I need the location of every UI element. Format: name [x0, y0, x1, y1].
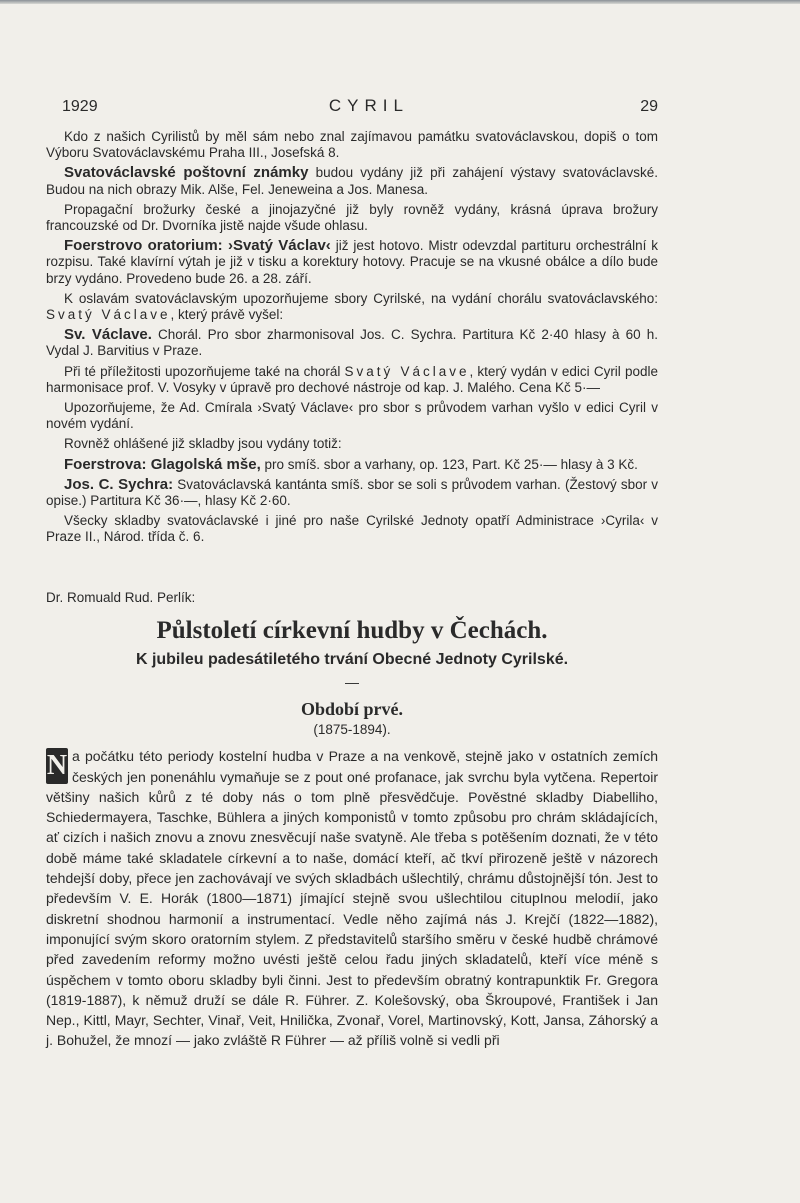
separator-dash: —	[345, 673, 359, 690]
notice-paragraph: Při té příležitosti upozorňujeme také na chorál Svatý Václave, který vydán v edici Cyril podle harmonisace prof. V. Vosyky v úpravě pro dechové nástroje od kap. J. Malého. Cena Kč 5·—	[46, 363, 658, 395]
notice-paragraph: Kdo z našich Cyrilistů by měl sám nebo znal zajímavou památku svatováclavskou, dopiš o tom Výboru Svatováclavskému Praha III., Josefská 8.	[46, 129, 658, 161]
notice-heading: Foerstrovo oratorium: ›Svatý Václav‹	[64, 237, 331, 255]
notice-paragraph: Rovněž ohlášené již skladby jsou vydány totiž:	[64, 436, 342, 452]
ornamental-dropcap: N	[46, 748, 68, 784]
article-author: Dr. Romuald Rud. Perlík:	[46, 589, 196, 605]
notice-heading: Sv. Václave.	[64, 326, 152, 344]
notice-paragraph: Všecky skladby svatováclavské i jiné pro naše Cyrilské Jednoty opatří Administrace ›Cyrila‹ v Praze II., Národ. třída č. 6.	[46, 513, 658, 545]
article-title: Půlstoletí církevní hudby v Čechách.	[156, 616, 548, 644]
running-head	[62, 96, 658, 116]
spaced-title: Svatý Václave	[344, 363, 470, 379]
article-body	[46, 746, 658, 1050]
header-year: 1929	[62, 98, 98, 115]
page-content	[46, 129, 658, 1051]
notice-paragraph: Propagační brožurky české a jinojazyčné již byly rovněž vydány, krásná úprava brožury francouzské od Dr. Dvorníka jistě najde všude ohlasu.	[46, 201, 658, 234]
spaced-title: Svatý Václave	[46, 307, 171, 323]
header-page-number: 29	[640, 98, 658, 115]
notice-paragraph: Upozorňujeme, že Ad. Cmírala ›Svatý Václave‹ pro sbor s průvodem varhan vyšlo v edici Cyril v novém vydání.	[46, 400, 658, 432]
section-title: Období prvé.	[300, 699, 404, 720]
notice-heading: Jos. C. Sychra:	[64, 475, 174, 493]
section-years: (1875-1894).	[313, 722, 391, 738]
notice-paragraph: Foerstrovo oratorium: ›Svatý Václav‹ již jest hotovo. Mistr odevzdal partituru orchestrální k rozpisu. Také klavírní výtah je již v tisku a korektury hotovy. Pracuje se na vkusné obálce a dílo bude brzy vydáno. Provedeno bude 26. a 28. září.	[46, 237, 658, 286]
notice-paragraph: Svatováclavské poštovní známky budou vydány již při zahájení výstavy svatováclavské. Budou na nich obrazy Mik. Alše, Fel. Jeneweina a Jos. Manesa.	[46, 164, 658, 197]
notice-heading: Svatováclavské poštovní známky	[64, 164, 309, 182]
header-journal-title: CYRIL	[328, 96, 409, 115]
notice-paragraph: Foerstrova: Glagolská mše, pro smíš. sbor a varhany, op. 123, Part. Kč 25·— hlasy à 3 Kč.	[64, 455, 638, 473]
page-top-edge	[0, 0, 800, 4]
notices-section	[46, 129, 658, 546]
article-paragraph: N a počátku této periody kostelní hudba v Praze a na venkově, stejně jako v ostatních zemích českých jen ponenáhlu vymaňuje se z pout oné profanace, jak svrchu byla vytčena. Repertoir většiny našich kůrů z té doby nás o tom plně přesvědčuje. Pověstné skladby Diabelliho, Schiedermayera, Taschke, Bühlera a jiných komponistů v tomto způsobu pro chrám skládajících, ať cizích i našich znovu a znovu znesvěcují naše svatyně. Ale třeba s potěšením doznati, že v této době máme také skladatele církevní a to naše, domácí kteří, ač tkví přirozeně ještě v názorech tehdejší doby, přece jen zachovávají ve svých skladbách ušlechtilý, chrámu důstojnější tón. Jest to především V. E. Horák (1800—1871) jímající stejně svou ušlechtilou citupInou melodií, jako diskretní shodnou harmonií a instrumentací. Vedle něho zajímá nás J. Krejčí (1822—1882), imponující svým skoro oratorním stylem. Z představitelů staršího směru v české hudbě chrámové před zavedením reformy možno uvésti ještě celou řadu jiných skladatelů, kteří více méně s úspěchem v tomto oboru skladby byli činni. Jest to především obratný kontrapunktik Fr. Gregora (1819-1887), k němuž druží se dále R. Führer. Z. Kolešovský, oba Škroupové, František i Jan Nep., Kittl, Mayr, Sechter, Vinař, Veit, Hnilička, Zvonař, Vorel, Martinovský, Kott, Jansa, Záhorský a j. Bohužel, že mnozí — jako zvláště R Führer — až příliš volně si vedli při	[46, 748, 658, 1049]
notice-paragraph: Sv. Václave. Chorál. Pro sbor zharmonisoval Jos. C. Sychra. Partitura Kč 2·40 hlasy à 60 h. Vydal J. Barvitius v Praze.	[46, 326, 658, 359]
notice-paragraph: Jos. C. Sychra: Svatováclavská kantánta smíš. sbor se soli s průvodem varhan. (Žestový sbor v opise.) Partitura Kč 36·—, hlasy Kč 2·60.	[46, 475, 658, 509]
notice-heading: Foerstrova: Glagolská mše,	[64, 455, 261, 473]
article-subtitle: K jubileu padesátiletého trvání Obecné Jednoty Cyrilské.	[135, 650, 569, 668]
notice-paragraph: K oslavám svatováclavským upozorňujeme sbory Cyrilské, na vydání chorálu svatováclavského: Svatý Václave, který právě vyšel:	[46, 290, 658, 323]
